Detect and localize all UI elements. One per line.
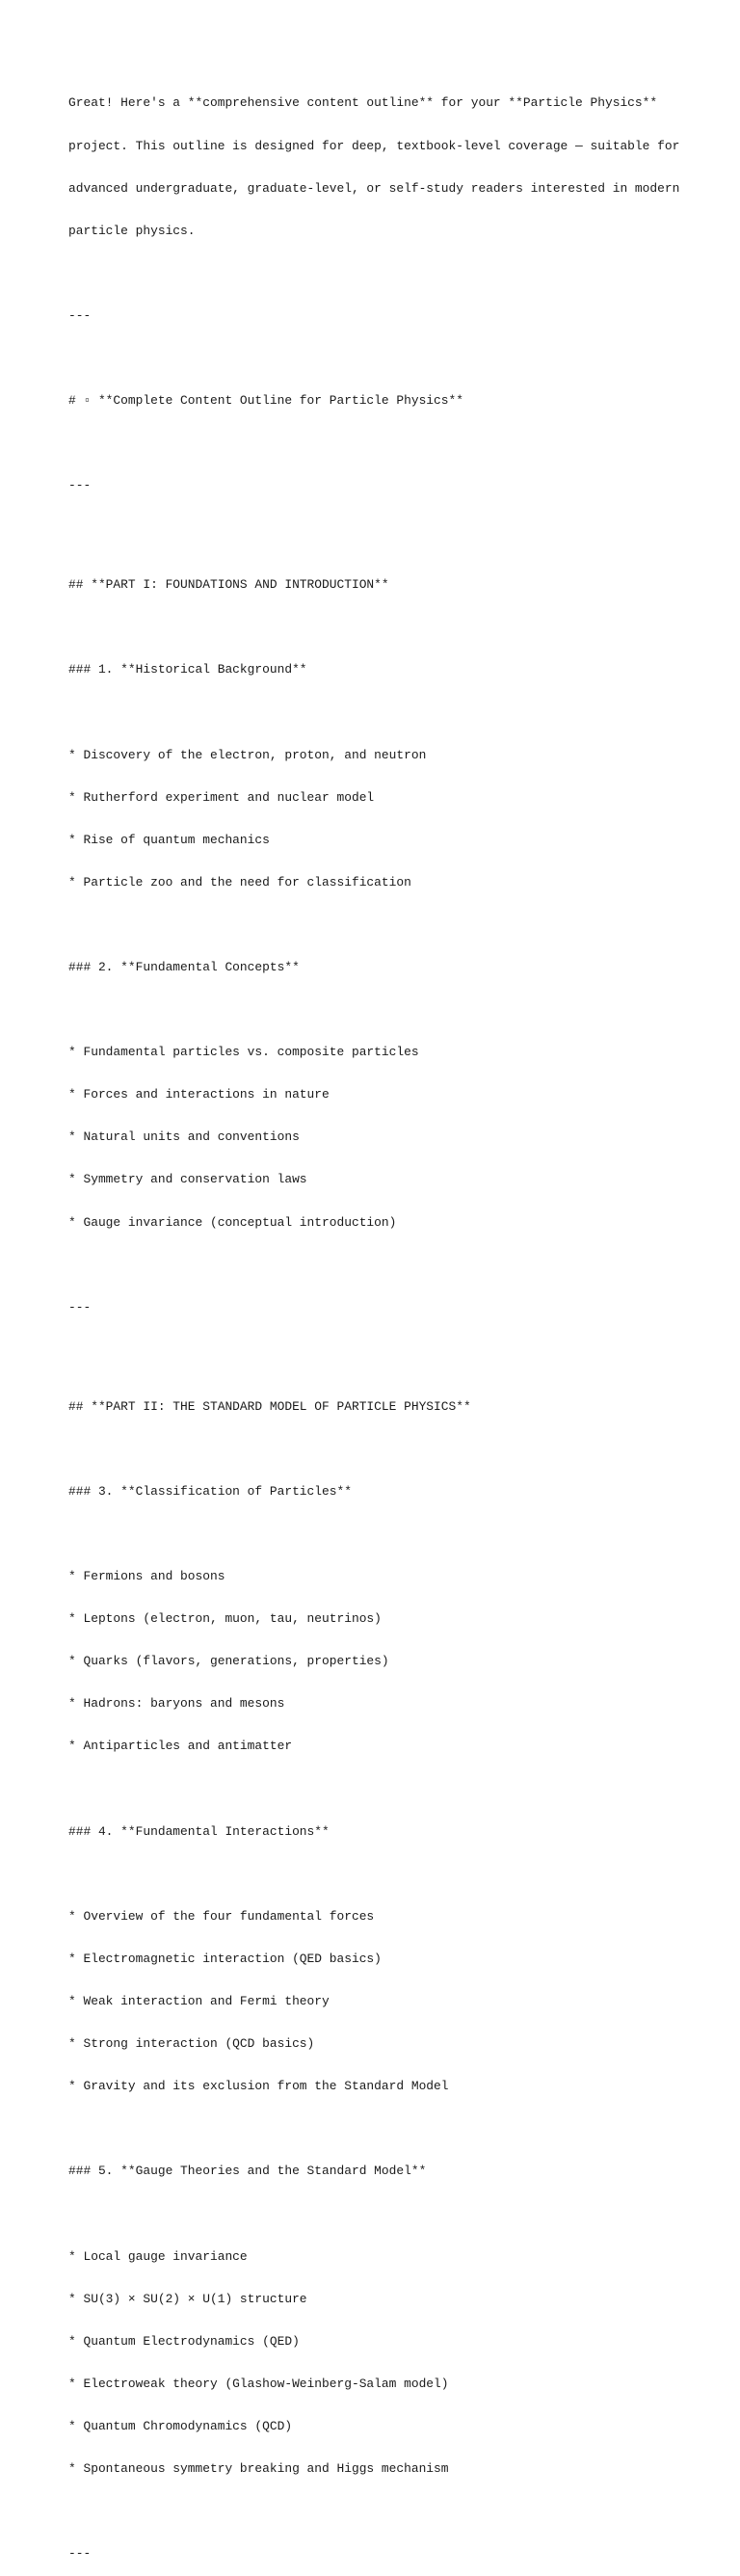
list-item: * Particle zoo and the need for classification	[68, 874, 411, 890]
list-item: * Gauge invariance (conceptual introduction)	[68, 1214, 397, 1230]
section-heading: ### 5. **Gauge Theories and the Standard Model**	[68, 2164, 427, 2179]
spacer	[68, 621, 724, 635]
spacer	[68, 2122, 724, 2137]
intro-line: Great! Here's a **comprehensive content outline** for your **Particle Physics**	[68, 95, 658, 111]
list-item: * Electroweak theory (Glashow-Weinberg-Salam model)	[68, 2376, 449, 2391]
spacer	[68, 1003, 724, 1018]
section-heading: ### 3. **Classification of Particles**	[68, 1483, 352, 1499]
spacer	[68, 1782, 724, 1796]
section-heading: ### 1. **Historical Background**	[68, 662, 307, 677]
spacer	[68, 705, 724, 720]
spacer	[68, 1868, 724, 1882]
list-item: * Symmetry and conservation laws	[68, 1172, 307, 1187]
list-item: * Quarks (flavors, generations, properties)	[68, 1654, 389, 1669]
document-page	[68, 68, 724, 2576]
spacer	[68, 267, 724, 281]
part-heading: ## **PART II: THE STANDARD MODEL OF PARTICLE PHYSICS**	[68, 1398, 471, 1414]
spacer	[68, 918, 724, 933]
list-item: * Antiparticles and antimatter	[68, 1739, 293, 1754]
spacer	[68, 352, 724, 366]
section-heading: ### 4. **Fundamental Interactions**	[68, 1823, 330, 1839]
list-item: * Discovery of the electron, proton, and neutron	[68, 747, 427, 762]
list-item: * Quantum Electrodynamics (QED)	[68, 2333, 300, 2349]
spacer	[68, 2505, 724, 2519]
horizontal-rule: ---	[68, 2546, 92, 2562]
list-item: * Leptons (electron, muon, tau, neutrinos)	[68, 1611, 382, 1627]
intro-line: project. This outline is designed for deep, textbook-level coverage — suitable for	[68, 138, 680, 153]
intro-line: advanced undergraduate, graduate-level, or self-study readers interested in modern	[68, 180, 680, 196]
list-item: * Local gauge invariance	[68, 2248, 248, 2264]
list-item: * Weak interaction and Fermi theory	[68, 1993, 330, 2008]
list-item: * SU(3) × SU(2) × U(1) structure	[68, 2291, 307, 2306]
spacer	[68, 1259, 724, 1273]
list-item: * Strong interaction (QCD basics)	[68, 2036, 315, 2052]
list-item: * Fundamental particles vs. composite particles	[68, 1045, 419, 1060]
spacer	[68, 1527, 724, 1542]
horizontal-rule: ---	[68, 1299, 92, 1315]
list-item: * Overview of the four fundamental forces	[68, 1908, 375, 1924]
section-heading: ### 2. **Fundamental Concepts**	[68, 959, 300, 974]
spacer	[68, 437, 724, 451]
part-heading: ## **PART I: FOUNDATIONS AND INTRODUCTION**	[68, 577, 389, 593]
list-item: * Quantum Chromodynamics (QCD)	[68, 2418, 293, 2433]
horizontal-rule: ---	[68, 478, 92, 493]
list-item: * Hadrons: baryons and mesons	[68, 1696, 285, 1712]
spacer	[68, 1443, 724, 1457]
list-item: * Gravity and its exclusion from the Standard Model	[68, 2079, 449, 2094]
spacer	[68, 521, 724, 536]
document-title: # ▫ **Complete Content Outline for Particle Physics**	[68, 393, 463, 409]
list-item: * Electromagnetic interaction (QED basics)	[68, 1951, 382, 1966]
list-item: * Spontaneous symmetry breaking and Higgs mechanism	[68, 2460, 449, 2476]
list-item: * Natural units and conventions	[68, 1129, 300, 1145]
list-item: * Forces and interactions in nature	[68, 1087, 330, 1102]
list-item: * Fermions and bosons	[68, 1569, 225, 1583]
horizontal-rule: ---	[68, 307, 92, 323]
list-item: * Rutherford experiment and nuclear model	[68, 789, 375, 805]
spacer	[68, 2207, 724, 2221]
list-item: * Rise of quantum mechanics	[68, 832, 270, 847]
intro-line: particle physics.	[68, 223, 196, 238]
spacer	[68, 1343, 724, 1358]
